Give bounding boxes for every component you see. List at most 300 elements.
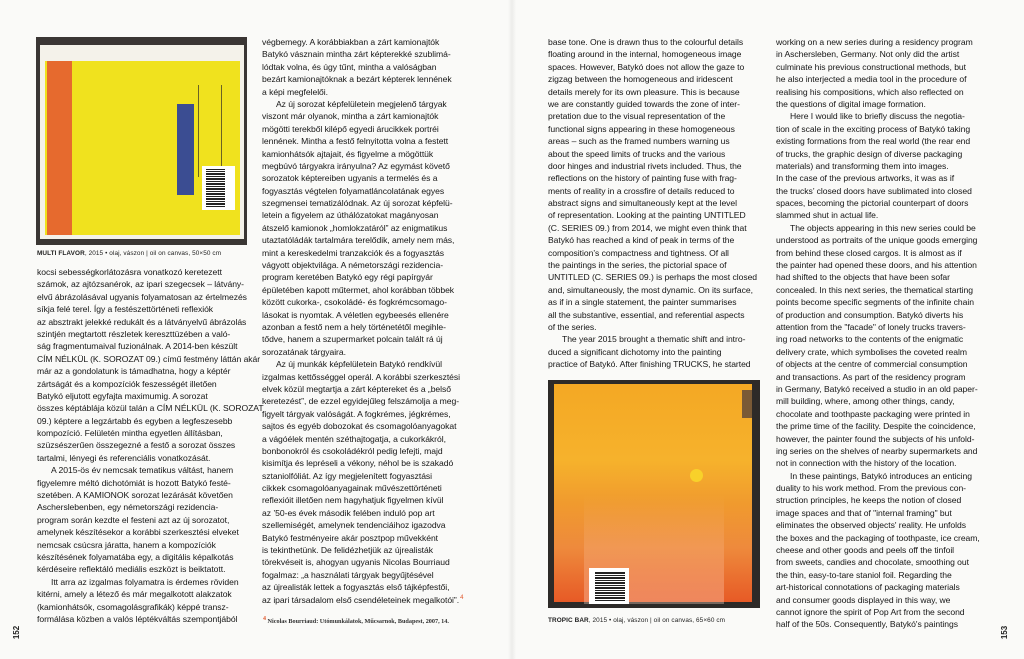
text-line-content: realising his compositions, which also reflected on bbox=[776, 86, 964, 97]
text-line bbox=[776, 507, 994, 519]
text-line bbox=[262, 408, 480, 420]
text-line-content: the paintings in the series, the pictorial space of bbox=[548, 260, 727, 271]
text-line-content: lódtak volna, és úgy tűnt, mintha a valóságban bbox=[262, 61, 437, 72]
text-column-hu-1 bbox=[37, 266, 264, 625]
text-column-en-2 bbox=[776, 36, 994, 631]
text-line bbox=[262, 309, 480, 321]
text-line-content: szetében. A KAMIONOK sorozat lezárását követően bbox=[37, 490, 233, 501]
barcode bbox=[589, 568, 629, 604]
text-line-content: The objects appearing in this new series could be bbox=[790, 222, 976, 233]
text-line bbox=[262, 470, 480, 482]
text-line bbox=[776, 519, 994, 531]
text-line-content: A 2015-ös év nemcsak tematikus váltást, hanem bbox=[51, 465, 234, 476]
text-line-content: az ’50-es évek második felében induló pop art bbox=[262, 507, 435, 518]
text-line-content: Batykó festményeire akár posztpop művekként bbox=[262, 532, 439, 543]
text-line-content: concealed. In this next series, the thematical starting bbox=[776, 284, 973, 295]
text-line-content: ing series on the shelves of nearby supermarkets and bbox=[776, 445, 978, 456]
paragraph bbox=[262, 98, 480, 358]
text-line bbox=[37, 601, 255, 613]
text-line-content: Az új sorozat képfelületein megjelenő tárgyak bbox=[276, 98, 447, 109]
text-line bbox=[37, 551, 255, 563]
text-line bbox=[262, 197, 480, 209]
text-line bbox=[262, 358, 480, 370]
text-line bbox=[776, 36, 994, 48]
text-line bbox=[262, 36, 480, 48]
page-number-right: 153 bbox=[1000, 625, 1010, 640]
text-line bbox=[262, 259, 480, 271]
text-line-content: kérdéseire reflektáló mediális eszközt is beiktatott. bbox=[37, 564, 226, 575]
text-line bbox=[548, 172, 766, 184]
text-line-content: keretezést”, de ezzel egyidejűleg felszámolja a meg- bbox=[262, 396, 460, 407]
text-line bbox=[548, 86, 766, 98]
text-line bbox=[262, 110, 480, 122]
text-line-content: kamionhátsók ajtajait, és figyelme a mögöttük bbox=[262, 148, 434, 159]
text-line bbox=[262, 482, 480, 494]
text-line-content: már az a gondolatunk is támadhatna, hogy a képtér bbox=[37, 366, 231, 377]
footnote-text: Nicolas Bourriaud: Utómunkálatok, Műcsarnok, Budapest, 2007, 14. bbox=[267, 618, 449, 625]
text-line-content: sorozatának tárgyaira. bbox=[262, 346, 346, 357]
text-line bbox=[548, 123, 766, 135]
caption-title: TROPIC BAR bbox=[548, 617, 589, 624]
paragraph bbox=[262, 36, 480, 98]
text-line-content: and consumer goods displayed in this way, we bbox=[776, 594, 951, 605]
text-line bbox=[262, 532, 480, 544]
text-line-content: floating around in the internal, homogeneous image bbox=[548, 49, 742, 60]
text-line-content: az újrealisták lettek a fogyasztás első tájképfestői, bbox=[262, 582, 450, 593]
text-line-content: sztaniolfóliát. Az így megjelenített fogyasztási bbox=[262, 470, 433, 481]
text-line bbox=[262, 160, 480, 172]
text-line-content: the boxes and the packaging of toothpaste, ice cream, bbox=[776, 532, 980, 543]
text-line bbox=[37, 278, 255, 290]
text-line-content: a vágóélek mentén széthajtogatja, a cukorkákról, bbox=[262, 433, 446, 444]
text-line-content: az absztrakt jelekké redukált és a látványelvű ábrázolás bbox=[37, 316, 247, 327]
text-line bbox=[548, 234, 766, 246]
text-line-content: areas – such as the framed numbers warning us bbox=[548, 136, 730, 147]
text-line-content: door hinges and industrial rivets included. Thus, the bbox=[548, 160, 742, 171]
text-line bbox=[776, 445, 994, 457]
text-line-content: understood as portraits of the unique goods emerging bbox=[776, 235, 978, 246]
text-line-content: törekvéseit is, ahogyan ugyanis Nicolas Bourriaud bbox=[262, 557, 450, 568]
text-line bbox=[776, 333, 994, 345]
footnote bbox=[262, 618, 449, 625]
text-line bbox=[262, 556, 480, 568]
text-line bbox=[37, 378, 255, 390]
text-line bbox=[776, 209, 994, 221]
text-line-content: points become specific segments of the infinite chain bbox=[776, 297, 974, 308]
text-line bbox=[548, 48, 766, 60]
text-line-content: végbemegy. A korábbiakban a zárt kamionajtók bbox=[262, 37, 440, 47]
text-line-content: delivery crate, which symbolises the coveted realm bbox=[776, 346, 967, 357]
text-line bbox=[776, 61, 994, 73]
text-line bbox=[548, 160, 766, 172]
figure-caption bbox=[37, 250, 221, 257]
text-line bbox=[776, 408, 994, 420]
text-line-content: In the case of the previous artworks, it was as if bbox=[776, 173, 955, 184]
text-line-content: program keretében Batykó egy régi papírgyár bbox=[262, 272, 433, 283]
text-line bbox=[37, 340, 255, 352]
text-line-content: sajtos és egyéb dobozokat és csomagolóanyagokat bbox=[262, 421, 457, 432]
text-line bbox=[37, 291, 255, 303]
text-line bbox=[37, 415, 255, 427]
paragraph bbox=[776, 222, 994, 470]
text-line bbox=[262, 333, 480, 345]
vertical-line bbox=[198, 85, 199, 177]
text-line bbox=[776, 135, 994, 147]
text-line-content: chocolate and toothpaste packaging were printed in bbox=[776, 408, 970, 419]
text-line bbox=[776, 110, 994, 122]
text-line-content: épületében kapott műtermet, ahol korábban többek bbox=[262, 284, 455, 295]
text-line bbox=[776, 532, 994, 544]
text-line-content: viszont már olyanok, mintha a zárt kamionajtók bbox=[262, 111, 439, 122]
text-line bbox=[262, 507, 480, 519]
text-line-content: of trucks, the graphic design of diverse packaging bbox=[776, 148, 963, 159]
text-line-content: tartalmi, lényegi és referenciális vonatkozását. bbox=[37, 452, 211, 463]
text-line-content: elvű ábrázolásával ugyanis folyamatosan az értelmezés bbox=[37, 291, 247, 302]
text-line bbox=[37, 365, 255, 377]
text-line bbox=[548, 36, 766, 48]
text-line bbox=[776, 148, 994, 160]
text-line-content: composition’s compactness and tightness. Of all bbox=[548, 247, 729, 258]
text-line bbox=[548, 247, 766, 259]
text-line bbox=[548, 61, 766, 73]
paragraph bbox=[776, 36, 994, 110]
text-line-content: of objects at the centre of commercial consumption bbox=[776, 359, 968, 370]
text-line bbox=[548, 73, 766, 85]
text-line-content: art-historical connotations of packaging materials bbox=[776, 582, 960, 593]
text-line-content: sorozatok képtereiben ugyanis a termelés és a bbox=[262, 173, 438, 184]
text-line-content: Batykó vásznain mintha zárt képterekké szublimá- bbox=[262, 49, 451, 60]
paragraph bbox=[548, 36, 766, 333]
text-line bbox=[776, 222, 994, 234]
text-line-content: figyelemre méltó dichotómiát is hozott Batykó festé- bbox=[37, 477, 231, 488]
text-line bbox=[262, 98, 480, 110]
text-line bbox=[548, 148, 766, 160]
text-line-content: struction principles, he keeps the notion of closed bbox=[776, 495, 962, 506]
text-line-content: In these paintings, Batykó introduces an enticing bbox=[790, 470, 972, 481]
text-line bbox=[776, 73, 994, 85]
text-line-content: not in connection with the history of the location. bbox=[776, 458, 957, 469]
text-line bbox=[548, 185, 766, 197]
text-line-content: megbúvó tárgyakra irányulna? Az egymást követő bbox=[262, 160, 450, 171]
text-line-content: Batykó has reached a kind of peak in terms of the bbox=[548, 235, 735, 246]
text-line-content: attention from the "facade" of lonely trucks travers- bbox=[776, 321, 966, 332]
footnote-reference[interactable]: 4 bbox=[460, 594, 464, 601]
text-line bbox=[776, 309, 994, 321]
yellow-field bbox=[45, 61, 240, 235]
text-line bbox=[776, 594, 994, 606]
text-line-content: készítésének folyamatába egy, a digitális képalkotás bbox=[37, 551, 234, 562]
paragraph bbox=[37, 266, 264, 464]
text-line-content: base tone. One is drawn thus to the colourful details bbox=[548, 37, 744, 47]
text-line bbox=[262, 209, 480, 221]
text-line bbox=[37, 477, 255, 489]
text-line bbox=[776, 581, 994, 593]
text-line bbox=[776, 383, 994, 395]
text-line bbox=[776, 234, 994, 246]
text-line-content: átszelő kamionok „homlokzatáról” az enigmatikus bbox=[262, 222, 448, 233]
text-line bbox=[37, 452, 255, 464]
text-line-content: szintjén megtartott részletek kereszttüzében a való- bbox=[37, 328, 231, 339]
text-line-content: slammed shut in actual life. bbox=[776, 210, 879, 221]
text-line bbox=[262, 73, 480, 85]
text-line-content: UNTITLED (C. SERIES 09.) is perhaps the most closed bbox=[548, 272, 758, 283]
text-line-content: izgalmas kettősséggel operál. A korábbi szerkesztési bbox=[262, 371, 461, 382]
text-line-content: (C. SERIES 09.) from 2014, we might even think that bbox=[548, 222, 747, 233]
text-line-content: 09.) képtere a legzártabb és egyben a legfeszesebb bbox=[37, 415, 233, 426]
text-line-content: spaces. However, Batykó does not allow the gaze to bbox=[548, 61, 745, 72]
text-line-content: practice of Batykó. After finishing TRUCKS, he started bbox=[548, 359, 751, 370]
text-line bbox=[37, 576, 255, 588]
text-line bbox=[776, 321, 994, 333]
text-line-content: working on a new series during a residency program bbox=[776, 37, 973, 47]
text-line bbox=[776, 271, 994, 283]
text-line-content: formálása közben a valós léptékváltás szempontjából bbox=[37, 613, 238, 624]
text-line bbox=[37, 563, 255, 575]
text-line-content: Here I would like to briefly discuss the negotia- bbox=[790, 111, 965, 122]
text-line-content: szellemiségét, amelynek tendenciáihoz igazodva bbox=[262, 520, 446, 531]
text-line bbox=[262, 519, 480, 531]
text-line bbox=[262, 296, 480, 308]
text-line-content: azonban a festő nem a hely történetétől megihle- bbox=[262, 321, 446, 332]
text-line-content: in Aschersleben, Germany. Not only did the artist bbox=[776, 49, 960, 60]
text-line bbox=[548, 321, 766, 333]
text-line bbox=[262, 594, 480, 606]
text-line bbox=[37, 402, 264, 414]
text-line bbox=[37, 316, 255, 328]
text-line-content: kitérni, amely a létező és már megalkotott alakzatok bbox=[37, 589, 232, 600]
text-line bbox=[776, 296, 994, 308]
text-line bbox=[776, 482, 994, 494]
text-line-content: Itt arra az izgalmas folyamatra is érdemes röviden bbox=[51, 576, 239, 587]
vertical-line bbox=[221, 85, 222, 177]
text-line bbox=[37, 353, 261, 365]
text-line-content: cannot ignore the spirit of Pop Art from the second bbox=[776, 606, 965, 617]
text-line-content: duality to his work method. From the previous con- bbox=[776, 483, 966, 494]
text-line-content: fogyasztás végtelen folyamatláncolatának egyes bbox=[262, 185, 445, 196]
text-line-content: culminate his previous constructional methods, but bbox=[776, 61, 967, 72]
text-line bbox=[776, 618, 994, 630]
text-line-content: as if in a single statement, the painter summarises bbox=[548, 297, 737, 308]
text-line bbox=[776, 470, 994, 482]
text-line bbox=[262, 271, 480, 283]
text-line-content: duced a significant dichotomy into the painting bbox=[548, 346, 722, 357]
text-line bbox=[262, 544, 480, 556]
text-line-content: reflections on the history of painting fuse with frag- bbox=[548, 173, 737, 184]
text-line-content: in Germany, Batykó received a studio in an old paper- bbox=[776, 383, 978, 394]
text-line-content: mögötti terekből kilépő egyedi árucikkek portréi bbox=[262, 123, 439, 134]
text-line bbox=[262, 234, 480, 246]
text-line-content: bonbonokról és csokoládékról pedig lefejti, majd bbox=[262, 445, 443, 456]
text-line-content: eliminates the observed objects' reality. He unfolds bbox=[776, 520, 966, 531]
text-line bbox=[262, 148, 480, 160]
text-line-content: letein a figyelem az úthálózatokat magányosan bbox=[262, 210, 439, 221]
text-line bbox=[776, 48, 994, 60]
text-line-content: The year 2015 brought a thematic shift and intro- bbox=[562, 334, 746, 345]
text-line bbox=[262, 433, 480, 445]
text-line-content: elvek közül megtartja a zárt képtereket és a „belső bbox=[262, 383, 451, 394]
text-line-content: the thin, easy-to-tare staniol foil. Regarding the bbox=[776, 569, 952, 580]
text-line-content: reflexióit illetően nem hagyhatjuk figyelmen kívül bbox=[262, 495, 444, 506]
orange-stripe bbox=[47, 61, 72, 235]
text-line-content: Batykó eljutott egyfajta maximumig. A sorozat bbox=[37, 390, 208, 401]
text-line bbox=[37, 539, 255, 551]
text-line bbox=[776, 172, 994, 184]
paragraph bbox=[776, 110, 994, 222]
text-line bbox=[776, 123, 994, 135]
text-line-content: cikkek csomagolóanyagainak művészettörténeti bbox=[262, 483, 442, 494]
text-line bbox=[776, 395, 994, 407]
blue-rectangle bbox=[177, 104, 194, 195]
text-line-content: the trucks’ closed doors have sublimated into closed bbox=[776, 185, 972, 196]
painting-tropic-bar bbox=[548, 380, 760, 608]
corner-tag bbox=[742, 390, 752, 418]
caption-details: , 2015 • olaj, vászon | oil on canvas, 65×60 cm bbox=[588, 617, 726, 624]
text-line bbox=[776, 494, 994, 506]
text-line bbox=[262, 395, 480, 407]
text-line-content: között cukorka-, csokoládé- és fogkrémcsomago- bbox=[262, 297, 447, 308]
text-line-content: image spaces and that of "internal framing" but bbox=[776, 507, 952, 518]
text-line bbox=[776, 284, 994, 296]
text-line-content: ing road networks to the contents of the enigmatic bbox=[776, 334, 964, 345]
text-line bbox=[37, 514, 255, 526]
text-line bbox=[262, 494, 480, 506]
text-line bbox=[262, 123, 480, 135]
sun-circle bbox=[690, 469, 703, 482]
text-line bbox=[776, 346, 994, 358]
footnote-marker: 4 bbox=[263, 616, 266, 622]
text-line-content: Ascherslebenben, egy németországi rezidencia- bbox=[37, 502, 219, 513]
page-gutter bbox=[508, 0, 516, 659]
text-line-content: abstract signs and simultaneously kept at the level bbox=[548, 198, 738, 209]
text-line bbox=[776, 98, 994, 110]
text-line-content: program során kezdte el festeni azt az új sorozatot, bbox=[37, 514, 230, 525]
text-line bbox=[776, 544, 994, 556]
paragraph bbox=[37, 464, 255, 576]
text-line bbox=[548, 271, 766, 283]
text-line-content: pretation due to the visual representation of the bbox=[548, 111, 726, 122]
text-line-content: amelynek készítésekor a korábbi szerkesztési elveket bbox=[37, 527, 239, 538]
text-line-content: (kamionhátsók, csomagolásgrafikák) képpé transz- bbox=[37, 601, 229, 612]
text-line bbox=[37, 489, 255, 501]
text-line-content: of production and consumption. Batykó diverts his bbox=[776, 309, 964, 320]
text-line-content: he also interjected a media tool in the procedure of bbox=[776, 74, 967, 85]
text-line-content: zigzag between the homogeneous and iridescent bbox=[548, 74, 733, 85]
text-line bbox=[262, 346, 480, 358]
text-column-en-1 bbox=[548, 36, 766, 371]
text-line bbox=[548, 333, 766, 345]
text-line bbox=[262, 135, 480, 147]
text-line-content: had shifted to the objects that have been sofar bbox=[776, 272, 950, 283]
painting-paper bbox=[40, 45, 244, 239]
text-line-content: síkja felé terel. Így a festészettörténeti reflexiók bbox=[37, 304, 214, 315]
text-line bbox=[37, 588, 255, 600]
text-line-content: szegmensei tematizálódnak. Az új sorozat képfelü- bbox=[262, 198, 453, 209]
text-line bbox=[548, 98, 766, 110]
text-line-content: lennének. Mintha a festő felnyitotta volna a festett bbox=[262, 136, 449, 147]
text-line bbox=[262, 172, 480, 184]
text-line-content: details merely for its own pleasure. This is because bbox=[548, 86, 740, 97]
text-line-content: mill building, where, among other things, candy, bbox=[776, 396, 955, 407]
text-line bbox=[262, 457, 480, 469]
text-line bbox=[37, 526, 255, 538]
text-line bbox=[262, 445, 480, 457]
barcode bbox=[202, 166, 235, 210]
text-line-content: fogalmaz: „a használati tárgyak begyűjtésével bbox=[262, 569, 434, 580]
paragraph bbox=[776, 470, 994, 631]
text-line bbox=[262, 185, 480, 197]
text-line-content: the questions of digital image formation. bbox=[776, 98, 926, 109]
text-line-content: about the speed limits of trucks and the various bbox=[548, 148, 726, 159]
text-line-content: az ipari társadalom első csendéleteinek megalkotói”. bbox=[262, 594, 460, 605]
text-line-content: the painter had opened these doors, and his attention bbox=[776, 260, 977, 271]
text-line-content: zártságát és a kompozíciók feszességét illetően bbox=[37, 378, 217, 389]
text-line bbox=[776, 371, 994, 383]
text-line-content: the prime time of the facility. Despite the coincidence, bbox=[776, 421, 976, 432]
text-line bbox=[776, 433, 994, 445]
text-line bbox=[262, 581, 480, 593]
text-line bbox=[548, 222, 766, 234]
text-line-content: kisimítja és lepréseli a vékony, néhol be is szakadó bbox=[262, 458, 454, 469]
text-line-content: összes képtáblája közül talán a CÍM NÉLKÜL (K. SOROZAT bbox=[37, 403, 264, 414]
text-line-content: spaces, becoming the pictorial counterpart of doors bbox=[776, 198, 969, 209]
text-line bbox=[776, 86, 994, 98]
text-line-content: tődve, hanem a szupermarket polcain talált rá új bbox=[262, 334, 443, 345]
text-line bbox=[548, 296, 766, 308]
text-line bbox=[37, 266, 255, 278]
text-line-content: CÍM NÉLKÜL (K. SOROZAT 09.) című festmény láttán akár bbox=[37, 353, 261, 364]
text-line bbox=[776, 160, 994, 172]
text-line bbox=[776, 606, 994, 618]
text-line bbox=[548, 284, 766, 296]
text-line bbox=[548, 358, 766, 370]
figure-caption bbox=[548, 617, 725, 624]
text-line-content: a képi megfelelői. bbox=[262, 86, 328, 97]
text-line bbox=[548, 110, 766, 122]
text-line-content: szüzsészerűen összegezné a festő a sorozat összes bbox=[37, 440, 236, 451]
text-line bbox=[548, 135, 766, 147]
text-line-content: ság fragmentumaival fuzionálnak. A 2014-ben készült bbox=[37, 341, 238, 352]
text-line-content: from behind these closed cargos. It is almost as if bbox=[776, 247, 962, 258]
text-line-content: half of the 50s. Consequently, Batykó's paintings bbox=[776, 619, 959, 630]
text-line bbox=[37, 464, 255, 476]
text-line bbox=[776, 358, 994, 370]
text-line bbox=[37, 439, 255, 451]
text-line bbox=[37, 390, 255, 402]
text-line-content: vágyott objektvilága. A németországi rezidencia- bbox=[262, 260, 444, 271]
text-line-content: of representation. Looking at the painting UNTITLED bbox=[548, 210, 746, 221]
text-line-content: we are constantly guided towards the zone of inter- bbox=[548, 98, 740, 109]
text-line-content: figyelt tárgyak valóságát. A fogkrémes, jégkrémes, bbox=[262, 408, 451, 419]
text-line-content: functional signs appearing in these homogeneous bbox=[548, 123, 735, 134]
text-line bbox=[776, 197, 994, 209]
text-line-content: lásokat is nyomtak. A véletlen egybeesés ellenére bbox=[262, 309, 449, 320]
text-line bbox=[262, 371, 480, 383]
text-line bbox=[548, 259, 766, 271]
text-line-content: and transactions. As part of the residency program bbox=[776, 371, 966, 382]
text-line bbox=[776, 259, 994, 271]
paragraph bbox=[262, 358, 480, 606]
text-line-content: from sweets, candies and chocolate, smoothing out bbox=[776, 557, 969, 568]
text-line-content: utaztatóládák tartalmára terelődik, amely nem más, bbox=[262, 235, 455, 246]
text-line-content: of the series. bbox=[548, 321, 597, 332]
text-line bbox=[262, 61, 480, 73]
text-line bbox=[37, 501, 255, 513]
text-line-content: kocsi sebességkorlátozásra vonatkozó keretezett bbox=[37, 267, 222, 277]
text-line-content: kompozíció. Felületén mintha egyetlen állításban, bbox=[37, 428, 223, 439]
text-line bbox=[548, 209, 766, 221]
text-line-content: however, the painter found the subjects of his unfold- bbox=[776, 433, 975, 444]
text-line bbox=[37, 427, 255, 439]
